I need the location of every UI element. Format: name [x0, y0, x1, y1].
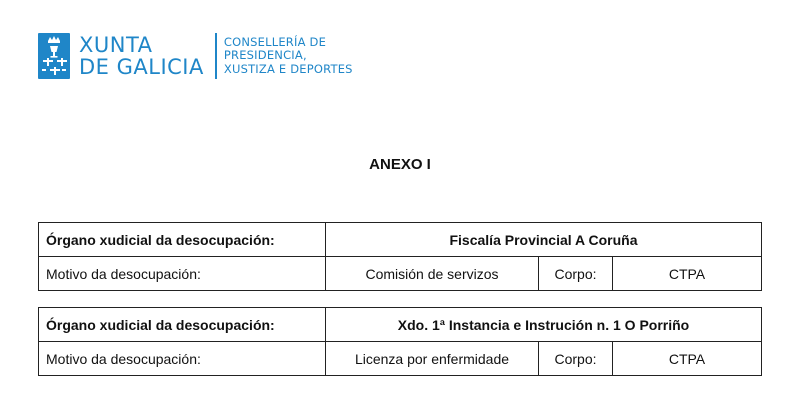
organ-value: Xdo. 1ª Instancia e Instrución n. 1 O Porriño: [326, 308, 762, 342]
table-row: [39, 342, 762, 376]
corpo-value: CTPA: [613, 342, 762, 376]
vacancy-table-2: [38, 307, 762, 376]
department-name: [224, 36, 353, 77]
dept-line-1: CONSELLERÍA DE: [223, 34, 327, 49]
vacancy-table-1: [38, 222, 762, 291]
motivo-value: Comisión de servizos: [326, 257, 539, 291]
motivo-value: Licenza por enfermidade: [326, 342, 539, 376]
xunta-wordmark: [79, 34, 204, 78]
logo-line-2: DE GALICIA: [79, 55, 204, 79]
organ-label: Órgano xudicial da desocupación:: [39, 223, 326, 257]
dept-line-2: PRESIDENCIA,: [223, 48, 307, 63]
corpo-value: CTPA: [613, 257, 762, 291]
header-logo: [38, 32, 353, 80]
galicia-coat-of-arms-icon: [38, 33, 70, 79]
corpo-label: Corpo:: [539, 257, 613, 291]
motivo-label: Motivo da desocupación:: [39, 342, 326, 376]
table-row: [39, 308, 762, 342]
motivo-label: Motivo da desocupación:: [39, 257, 326, 291]
organ-label: Órgano xudicial da desocupación:: [39, 308, 326, 342]
annex-title: ANEXO I: [369, 156, 431, 173]
table-row: [39, 257, 762, 291]
corpo-label: Corpo:: [539, 342, 613, 376]
logo-line-1: XUNTA: [79, 33, 153, 57]
logo-divider: [215, 33, 217, 79]
table-row: [39, 223, 762, 257]
organ-value: Fiscalía Provincial A Coruña: [326, 223, 762, 257]
dept-line-3: XUSTIZA E DEPORTES: [223, 61, 353, 76]
